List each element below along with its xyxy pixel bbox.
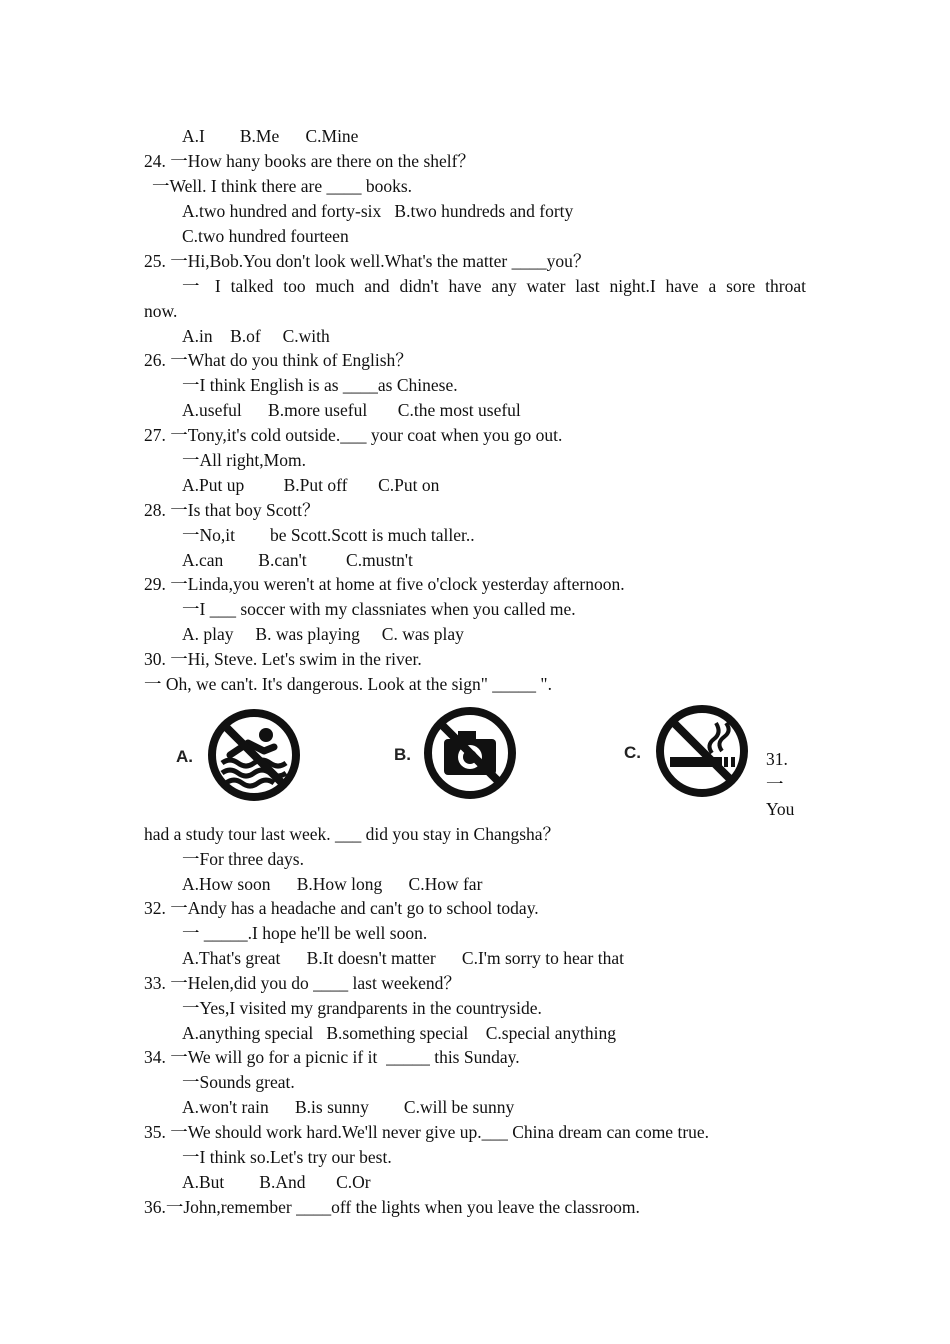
q24-reply: 一Well. I think there are ____ books. (152, 176, 413, 196)
q28-question: 28. 一Is that boy Scott？ (144, 500, 320, 520)
q28-options: A.can B.can't C.mustn't (182, 550, 413, 570)
q31-number: 31. (766, 749, 788, 769)
q33-question: 33. 一Helen,did you do ____ last weekend？ (144, 973, 461, 993)
q34-options: A.won't rain B.is sunny C.will be sunny (182, 1097, 515, 1117)
q30-reply: 一 Oh, we can't. It's dangerous. Look at the sign" _____ ". (144, 674, 552, 694)
no-swimming-sign-icon (204, 705, 304, 805)
q29-options: A. play B. was playing C. was play (182, 624, 464, 644)
q29-question: 29. 一Linda,you weren't at home at five o'clock yesterday afternoon. (144, 574, 625, 594)
q26-question: 26. 一What do you think of English？ (144, 350, 413, 370)
q31-options: A.How soon B.How long C.How far (182, 874, 483, 894)
q26-options: A.useful B.more useful C.the most useful (182, 400, 521, 420)
q25-reply: 一 I talked too much and didn't have any water last night.I have a sore throat (182, 276, 806, 296)
q31-reply: 一For three days. (182, 849, 304, 869)
q24-option-c: C.two hundred fourteen (182, 226, 349, 246)
sign-b-label: B. (394, 745, 411, 764)
q35-question: 35. 一We should work hard.We'll never give up.___ China dream can come true. (144, 1122, 710, 1142)
sign-c-label: C. (624, 743, 641, 762)
q31-question: had a study tour last week. ___ did you stay in Changsha？ (144, 824, 561, 844)
q31-you: You (766, 799, 795, 819)
q32-options: A.That's great B.It doesn't matter C.I'm sorry to hear that (182, 948, 624, 968)
q35-options: A.But B.And C.Or (182, 1172, 371, 1192)
q29-reply: 一I ___ soccer with my classniates when you called me. (182, 599, 576, 619)
q36-question: 36.一John,remember ____off the lights when you leave the classroom. (144, 1197, 640, 1217)
q24-options: A.two hundred and forty-six B.two hundreds and forty (182, 201, 574, 221)
q26-reply: 一I think English is as ____as Chinese. (182, 375, 458, 395)
no-smoking-sign-icon (652, 701, 752, 801)
q27-options: A.Put up B.Put off C.Put on (182, 475, 440, 495)
q27-reply: 一All right,Mom. (182, 450, 306, 470)
q28-reply: 一No,it be Scott.Scott is much taller.. (182, 525, 475, 545)
q23-options: A.I B.Me C.Mine (182, 126, 359, 146)
q31-dash: 一 (766, 774, 784, 794)
sign-a-label: A. (176, 747, 193, 766)
q32-reply: 一 _____.I hope he'll be well soon. (182, 923, 428, 943)
sign-options (160, 705, 760, 805)
q30-question: 30. 一Hi, Steve. Let's swim in the river. (144, 649, 422, 669)
q25-options: A.in B.of C.with (182, 326, 330, 346)
q34-question: 34. 一We will go for a picnic if it _____ this Sunday. (144, 1047, 520, 1067)
no-photography-sign-icon (420, 703, 520, 803)
q35-reply: 一I think so.Let's try our best. (182, 1147, 392, 1167)
q27-question: 27. 一Tony,it's cold outside.___ your coat when you go out. (144, 425, 563, 445)
q25-reply-cont: now. (144, 301, 178, 321)
q34-reply: 一Sounds great. (182, 1072, 295, 1092)
q33-options: A.anything special B.something special C.special anything (182, 1023, 617, 1043)
q32-question: 32. 一Andy has a headache and can't go to school today. (144, 898, 539, 918)
q24-question: 24. 一How hany books are there on the shelf？ (144, 151, 475, 171)
q25-question: 25. 一Hi,Bob.You don't look well.What's the matter ____you？ (144, 251, 591, 271)
q33-reply: 一Yes,I visited my grandparents in the countryside. (182, 998, 542, 1018)
